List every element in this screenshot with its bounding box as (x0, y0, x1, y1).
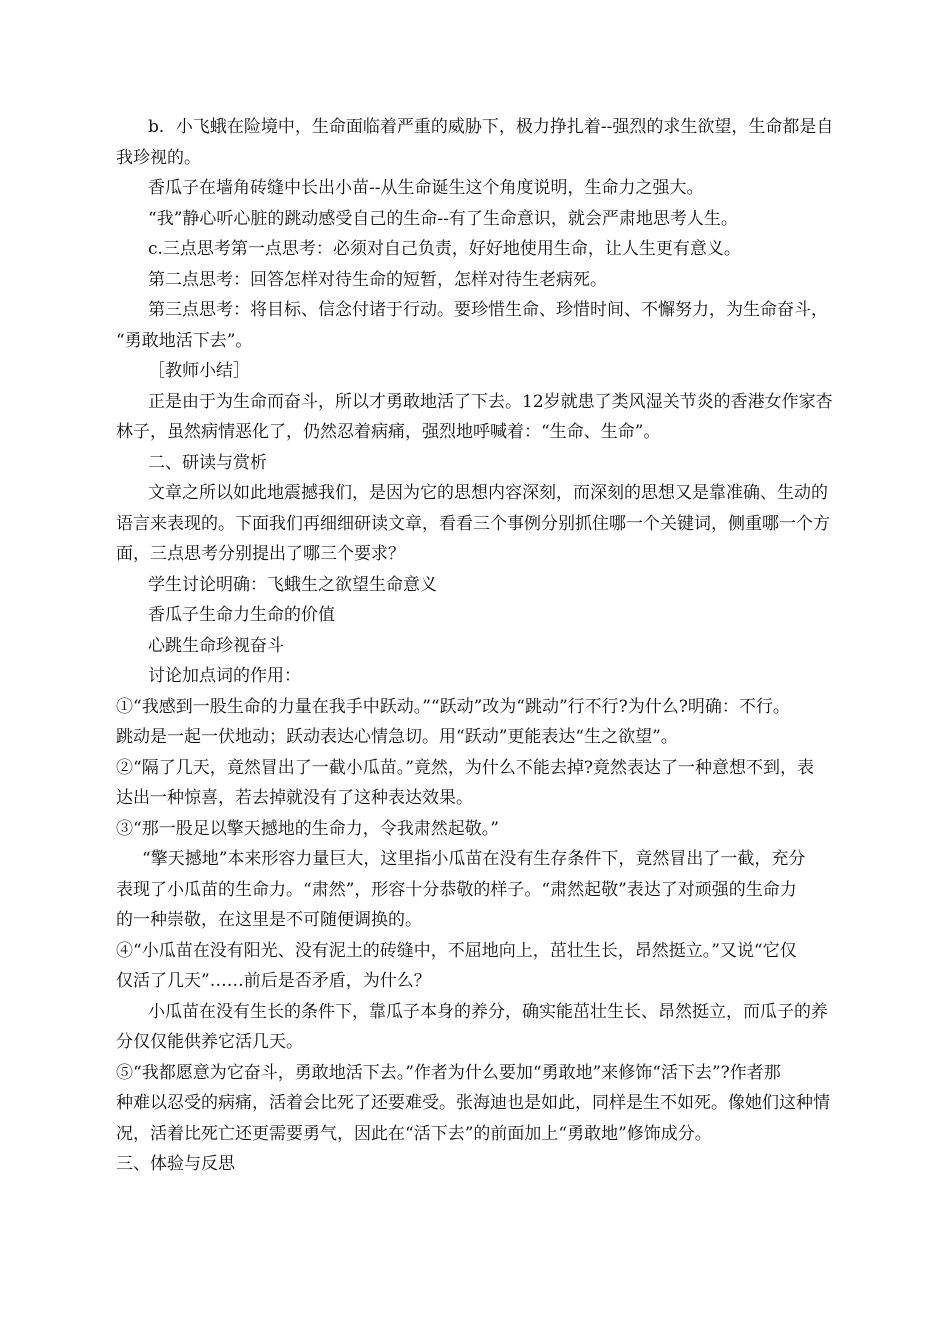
paragraph-line: 的一种崇敬，在这里是不可随便调换的。 (116, 910, 422, 930)
paragraph-line: 心跳生命珍视奋斗 (148, 635, 284, 656)
paragraph-line: “勇敢地活下去”。 (116, 330, 253, 351)
paragraph-line: 跳动是一起一伏地动；跃动表达心情急切。用“跃动”更能表达“生之欲望”。 (116, 727, 678, 747)
list-item: ④“小瓜苗在没有阳光、没有泥土的砖缝中，不屈地向上，茁壮生长，昂然挺立。”又说“它仅 (116, 940, 797, 961)
paragraph-line: 小瓜苗在没有生长的条件下，靠瓜子本身的养分，确实能茁壮生长、昂然挺立，而瓜子的养 (148, 1001, 828, 1022)
list-item: ②“隔了几天，竟然冒出了一截小瓜苗。”竟然，为什么不能去掉?竟然表达了一种意想不到，表 (116, 757, 814, 778)
paragraph-line: 文章之所以如此地震撼我们，是因为它的思想内容深刻，而深刻的思想又是靠准确、生动的 (148, 483, 828, 503)
document-body (116, 112, 836, 1180)
paragraph-line: 香瓜子在墙角砖缝中长出小苗--从生命诞生这个角度说明，生命力之强大。 (148, 178, 704, 198)
paragraph-line: “我”静心听心脏的跳动感受自己的生命--有了生命意识，就会严肃地思考人生。 (148, 208, 738, 229)
paragraph-line: 第二点思考：回答怎样对待生命的短暂，怎样对待生老病死。 (148, 269, 607, 290)
paragraph-line: 分仅仅能供养它活几天。 (116, 1032, 303, 1052)
paragraph-line: 仅活了几天”……前后是否矛盾，为什么？ (116, 971, 431, 991)
paragraph-line: 语言来表现的。下面我们再细细研读文章，看看三个事例分别抓住哪一个关键词，侧重哪一个方 (116, 513, 830, 534)
section-heading: 二、研读与赏析 (148, 452, 267, 473)
list-item: ⑤“我都愿意为它奋斗，勇敢地活下去。”作者为什么要加“勇敢地”来修饰“活下去”?作者那 (116, 1062, 781, 1083)
section-label: ［教师小结］ (148, 361, 250, 381)
paragraph-line: 林子，虽然病情恶化了，仍然忍着病痛，强烈地呼喊着：“生命、生命”。 (116, 422, 661, 442)
paragraph-line: b．小飞蛾在险境中，生命面临着严重的威胁下，极力挣扎着--强烈的求生欲望，生命都是自 (148, 117, 834, 137)
list-item: ①“我感到一股生命的力量在我手中跃动。”“跃动”改为“跳动”行不行?为什么?明确：不行。 (116, 696, 790, 717)
paragraph-line: c.三点思考第一点思考：必须对自己负责，好好地使用生命，让人生更有意义。 (148, 239, 741, 259)
paragraph-line: 我珍视的。 (116, 147, 201, 168)
paragraph-line: 第三点思考：将目标、信念付诸于行动。要珍惜生命、珍惜时间、不懈努力，为生命奋斗， (148, 300, 828, 320)
paragraph-line: 香瓜子生命力生命的价值 (148, 605, 335, 625)
paragraph-line: “擎天撼地”本来形容力量巨大，这里指小瓜苗在没有生存条件下，竟然冒出了一截，充分 (142, 849, 806, 869)
paragraph-line: 正是由于为生命而奋斗，所以才勇敢地活了下去。12岁就患了类风湿关节炎的香港女作家杏 (148, 391, 833, 412)
list-item: ③“那一股足以擎天撼地的生命力，令我肃然起敬。” (116, 818, 499, 839)
paragraph-line: 讨论加点词的作用： (148, 666, 301, 686)
section-heading: 三、体验与反思 (116, 1154, 235, 1174)
paragraph-line: 面，三点思考分别提出了哪三个要求？ (116, 544, 405, 564)
paragraph-line: 学生讨论明确：飞蛾生之欲望生命意义 (148, 574, 437, 595)
paragraph-line: 表现了小瓜苗的生命力。“肃然”，形容十分恭敬的样子。“肃然起敬”表达了对顽强的生命力 (116, 879, 797, 900)
paragraph-line: 况，活着比死亡还更需要勇气，因此在“活下去”的前面加上“勇敢地”修饰成分。 (116, 1123, 712, 1144)
paragraph-line: 种难以忍受的病痛，活着会比死了还要难受。张海迪也是如此，同样是生不如死。像她们这种情 (116, 1093, 830, 1113)
paragraph-line: 达出一种惊喜，若去掉就没有了这种表达效果。 (116, 788, 473, 808)
